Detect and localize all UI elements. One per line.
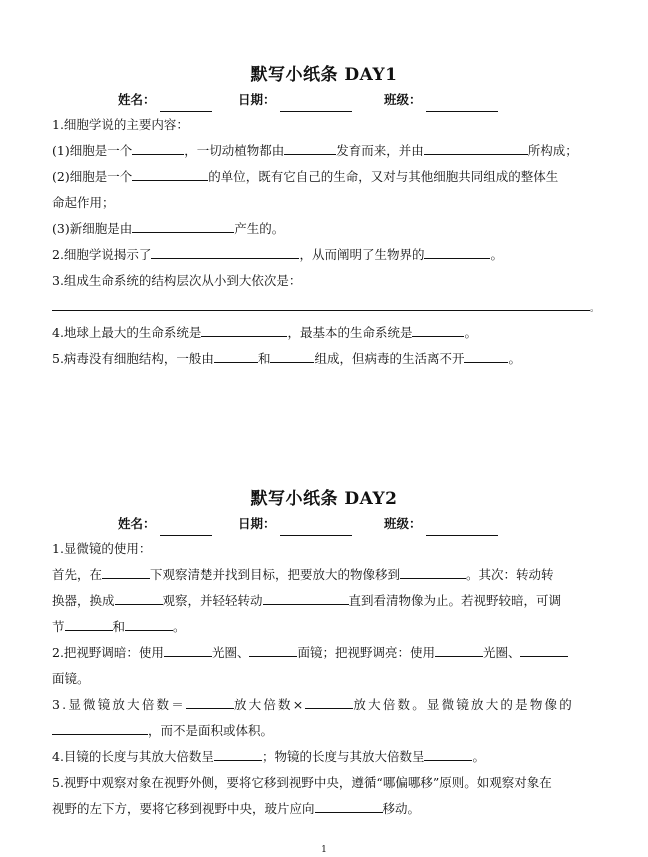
text: ，一切动植物都由 <box>184 143 285 158</box>
name-blank[interactable] <box>160 519 212 536</box>
date-blank[interactable] <box>280 519 352 536</box>
answer-blank[interactable] <box>201 321 287 337</box>
answer-blank[interactable] <box>284 139 336 155</box>
worksheet-title: 默写小纸条 DAY1 <box>250 65 398 85</box>
answer-blank[interactable] <box>151 243 299 259</box>
question-4 <box>52 744 596 770</box>
answer-blank[interactable] <box>186 693 234 709</box>
student-info-row <box>118 88 596 112</box>
answer-blank[interactable] <box>305 693 353 709</box>
answer-blank[interactable] <box>132 139 184 155</box>
text: ，而不是面积或体积。 <box>148 723 274 738</box>
class-blank[interactable] <box>426 95 498 112</box>
text: 4.目镜的长度与其放大倍数呈 <box>52 749 214 764</box>
question-1-text-end <box>52 614 596 640</box>
answer-blank[interactable] <box>435 641 483 657</box>
text: 。 <box>590 304 600 314</box>
text: 观察，并轻轻转动 <box>162 593 263 608</box>
answer-blank[interactable] <box>214 745 262 761</box>
text: ，从而阐明了生物界的 <box>299 247 425 262</box>
text: 和 <box>112 619 126 634</box>
text: 5.病毒没有细胞结构，一般由 <box>52 351 214 366</box>
text: 光圈、 <box>211 645 250 660</box>
date-label: 日期： <box>238 516 276 531</box>
text: (3)新细胞是由 <box>52 221 133 236</box>
answer-blank[interactable] <box>102 563 150 579</box>
text: 的单位，既有它自己的生命，又对与其他细胞共同组成的整体生 <box>208 169 559 184</box>
answer-blank[interactable] <box>164 641 212 657</box>
answer-blank[interactable] <box>214 347 258 363</box>
text: 首先，在 <box>52 567 103 582</box>
answer-blank[interactable] <box>315 797 383 813</box>
question-5-cont <box>52 796 596 822</box>
class-blank[interactable] <box>426 519 498 536</box>
text: 换器，换成 <box>52 593 115 608</box>
worksheet-title: 默写小纸条 DAY2 <box>250 489 398 509</box>
answer-blank[interactable] <box>52 295 590 311</box>
question-3 <box>52 692 596 718</box>
answer-blank[interactable] <box>400 563 466 579</box>
text: ，最基本的生命系统是 <box>287 325 413 340</box>
text: 产生的。 <box>234 221 285 236</box>
class-label: 班级： <box>384 92 422 107</box>
question-4 <box>52 320 596 346</box>
worksheet-day1 <box>52 62 600 372</box>
answer-blank[interactable] <box>520 641 568 657</box>
text: 。 <box>464 325 477 340</box>
question-5 <box>52 346 596 372</box>
text: 光圈、 <box>482 645 521 660</box>
name-label: 姓名： <box>118 92 156 107</box>
text: 。其次：转动转 <box>466 567 554 582</box>
question-1-2-cont: 命起作用； <box>52 195 115 210</box>
text: 。 <box>508 351 521 366</box>
answer-blank[interactable] <box>424 139 528 155</box>
answer-blank[interactable] <box>270 347 314 363</box>
date-label: 日期： <box>238 92 276 107</box>
question-3-answer <box>52 294 600 320</box>
text: 。 <box>490 247 503 262</box>
question-1-2 <box>52 164 596 190</box>
text: (1)细胞是一个 <box>52 143 133 158</box>
question-3-cont <box>52 718 596 744</box>
question-1-text-cont <box>52 588 596 614</box>
text: 2.细胞学说揭示了 <box>52 247 152 262</box>
class-label: 班级： <box>384 516 422 531</box>
answer-blank[interactable] <box>424 745 472 761</box>
page-number: 1 <box>321 845 327 855</box>
question-2-cont: 面镜。 <box>52 671 90 686</box>
answer-blank[interactable] <box>52 719 148 735</box>
answer-blank[interactable] <box>424 243 490 259</box>
question-2 <box>52 242 596 268</box>
text: 和 <box>257 351 271 366</box>
answer-blank[interactable] <box>65 615 113 631</box>
answer-blank[interactable] <box>263 589 349 605</box>
text: 2.把视野调暗：使用 <box>52 645 164 660</box>
answer-blank[interactable] <box>412 321 464 337</box>
name-label: 姓名： <box>118 516 156 531</box>
answer-blank[interactable] <box>125 615 173 631</box>
question-1: 1.细胞学说的主要内容： <box>52 117 189 132</box>
text: 节 <box>52 619 65 634</box>
text: (2)细胞是一个 <box>52 169 133 184</box>
text: 视野的左下方，要将它移到视野中央，玻片应向 <box>52 801 315 816</box>
date-blank[interactable] <box>280 95 352 112</box>
question-1-3 <box>52 216 596 242</box>
answer-blank[interactable] <box>115 589 163 605</box>
text: 面镜；把视野调亮：使用 <box>297 645 435 660</box>
text: 发育而来，并由 <box>336 143 424 158</box>
question-1-text <box>52 562 596 588</box>
worksheet-day2 <box>52 486 596 822</box>
text: 移动。 <box>382 801 421 816</box>
text: 直到看清物像为止。若视野较暗，可调 <box>348 593 562 608</box>
text: 3.显微镜放大倍数＝ <box>52 697 186 712</box>
question-1-1 <box>52 138 596 164</box>
question-3: 3.组成生命系统的结构层次从小到大依次是： <box>52 273 302 288</box>
answer-blank[interactable] <box>132 217 234 233</box>
student-info-row <box>118 512 596 536</box>
text: 下观察清楚并找到目标，把要放大的物像移到 <box>150 567 401 582</box>
text: ；物镜的长度与其放大倍数呈 <box>261 749 425 764</box>
text: 。 <box>472 749 485 764</box>
question-1: 1.显微镜的使用： <box>52 541 152 556</box>
text: 。 <box>173 619 186 634</box>
text: 组成，但病毒的生活离不开 <box>314 351 465 366</box>
question-2 <box>52 640 596 666</box>
text: 4.地球上最大的生命系统是 <box>52 325 202 340</box>
answer-blank[interactable] <box>132 165 208 181</box>
text: 放大倍数。显微镜放大的是物像的 <box>353 697 574 712</box>
name-blank[interactable] <box>160 95 212 112</box>
question-5: 5.视野中观察对象在视野外侧，要将它移到视野中央，遵循“哪偏哪移”原则。如观察对象在 <box>52 775 552 790</box>
answer-blank[interactable] <box>249 641 297 657</box>
text: 放大倍数× <box>233 697 306 712</box>
text: 所构成； <box>527 143 578 158</box>
answer-blank[interactable] <box>464 347 508 363</box>
